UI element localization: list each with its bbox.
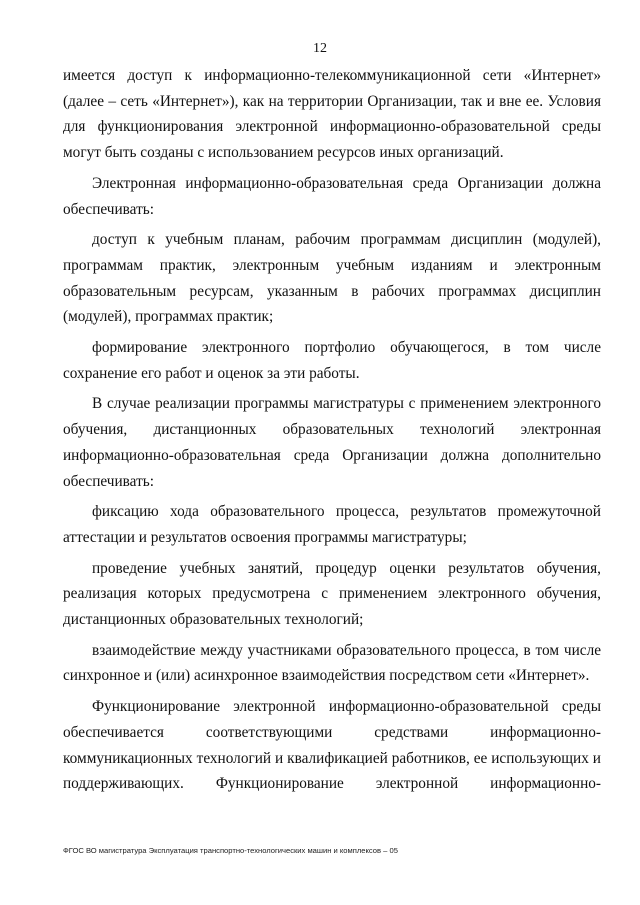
- paragraph-access-plans: доступ к учебным планам, рабочим программам дисциплин (модулей), программам практик, электронным учебным изданиям и электронным образовательным ресурсам, указанным в рабочих программах дисциплин (модулей), программах практик;: [63, 231, 601, 326]
- page-number: 12: [313, 41, 327, 56]
- paragraph-continuation: имеется доступ к информационно-телекоммуникационной сети «Интернет» (далее – сеть «Интернет»), как на территории Организации, так и вне ее. Условия для функционирования электронной информационно-образовательной среды могут быть созданы с использованием ресурсов иных организаций.: [63, 67, 601, 162]
- paragraph-eios-intro: Электронная информационно-образовательная среда Организации должна обеспечивать:: [63, 174, 601, 218]
- paragraph-interaction: взаимодействие между участниками образовательного процесса, в том числе синхронное и (или) асинхронное взаимодействия посредством сети «Интернет».: [63, 641, 601, 685]
- paragraph-distance-learning: В случае реализации программы магистратуры с применением электронного обучения, дистанционных образовательных технологий электронная информационно-образовательная среда Организации должна дополнительно обеспечивать:: [63, 395, 601, 490]
- paragraph-conducting-classes: проведение учебных занятий, процедур оценки результатов обучения, реализация которых предусмотрена с применением электронного обучения, дистанционных образовательных технологий;: [63, 559, 601, 629]
- paragraph-portfolio: формирование электронного портфолио обучающегося, в том числе сохранение его работ и оценок за эти работы.: [63, 339, 601, 382]
- page-footer: ФГОС ВО магистратура Эксплуатация транспортно-технологических машин и комплексов – 05: [63, 846, 398, 855]
- paragraph-functioning: Функционирование электронной информационно-образовательной среды обеспечивается соответствующими средствами информационно-коммуникационных технологий и квалификацией работников, ее использующих и поддерживающих. Функционирование электронной информационно-: [63, 698, 601, 793]
- paragraph-fixation: фиксацию хода образовательного процесса, результатов промежуточной аттестации и результатов освоения программы магистратуры;: [63, 503, 601, 546]
- document-body: [63, 63, 601, 797]
